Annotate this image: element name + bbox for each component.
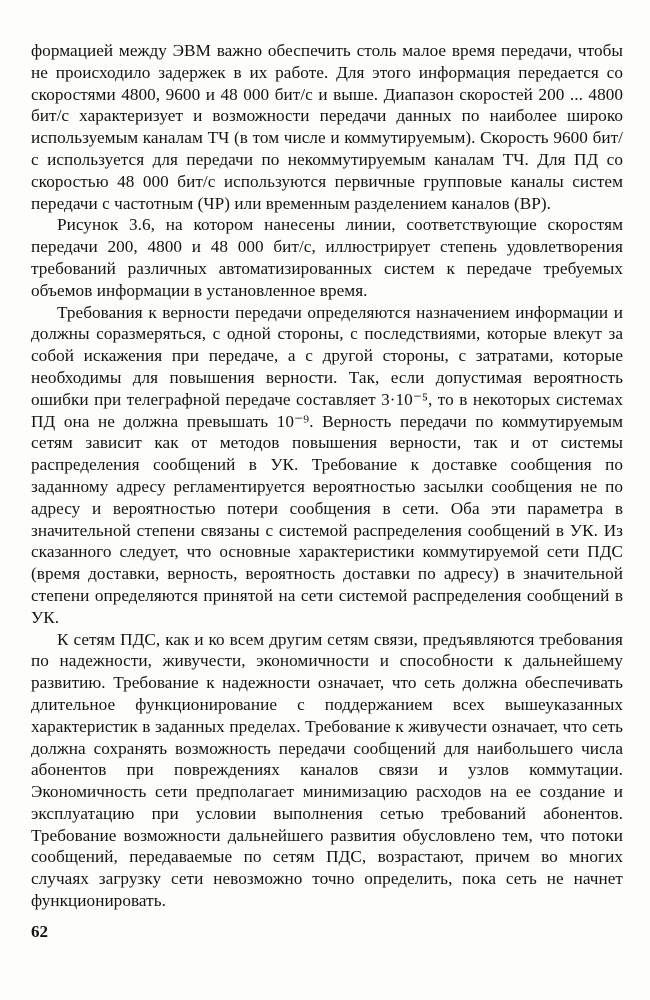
paragraph-1: формацией между ЭВМ важно обеспечить столь малое время передачи, чтобы не происходило задержек в их работе. Для этого информация передается со скоростями 4800, 9600 и 48 000 бит/с и выше. Диапазон скоростей 200 ... 4800 бит/с характеризует и возможности передачи данных по наиболее широко используемым каналам ТЧ (в том числе и коммутируемым). Скорость 9600 бит/с используется для передачи по некоммутируемым каналам ТЧ. Для ПД со скоростью 48 000 бит/с используются первичные групповые каналы систем передачи с частотным (ЧР) или временным разделением каналов (ВР). xyxy=(31,41,623,213)
paragraph-3: Требования к верности передачи определяются назначением информации и должны соразмеряться, с одной стороны, с последствиями, которые влекут за собой искажения при передаче, а с другой стороны, с затратами, которые необходимы для повышения верности. Так, если допустимая вероятность ошибки при телеграфной передаче составляет 3·10⁻⁵, то в некоторых системах ПД она не должна превышать 10⁻⁹. Верность передачи по коммутируемым сетям зависит как от методов повышения верности, так и от системы распределения сообщений в УК. Требование к доставке сообщения по заданному адресу регламентируется вероятностью засылки сообщения не по адресу и вероятностью потери сообщения в сети. Оба эти параметра в значительной степени связаны с системой распределения сообщений в УК. Из сказанного следует, что основные характеристики коммутируемой сети ПДС (время доставки, верность, вероятность доставки по адресу) в значительной степени определяются принятой на сети системой распределения сообщений в УК. xyxy=(31,302,623,627)
paragraph-2: Рисунок 3.6, на котором нанесены линии, соответствующие скоростям передачи 200, 4800 и 48 000 бит/с, иллюстрирует степень удовлетворения требований различных автоматизированных систем к передаче требуемых объемов информации в установленное время. xyxy=(31,215,623,300)
page-number: 62 xyxy=(31,922,48,941)
page-body xyxy=(31,40,623,912)
paragraph-4: К сетям ПДС, как и ко всем другим сетям связи, предъявляются требования по надежности, живучести, экономичности и способности к дальнейшему развитию. Требование к надежности означает, что сеть должна обеспечивать длительное функционирование с поддержанием всех вышеуказанных характеристик в заданных пределах. Требование к живучести означает, что сеть должна сохранять возможность передачи сообщений для наибольшего числа абонентов при повреждениях каналов связи и узлов коммутации. Экономичность сети предполагает минимизацию расходов на ее создание и эксплуатацию при условии выполнения сетью требований абонентов. Требование возможности дальнейшего развития обусловлено тем, что потоки сообщений, передаваемые по сетям ПДС, возрастают, причем во многих случаях загрузку сети невозможно точно определить, пока сеть не начнет функционировать. xyxy=(31,629,623,911)
